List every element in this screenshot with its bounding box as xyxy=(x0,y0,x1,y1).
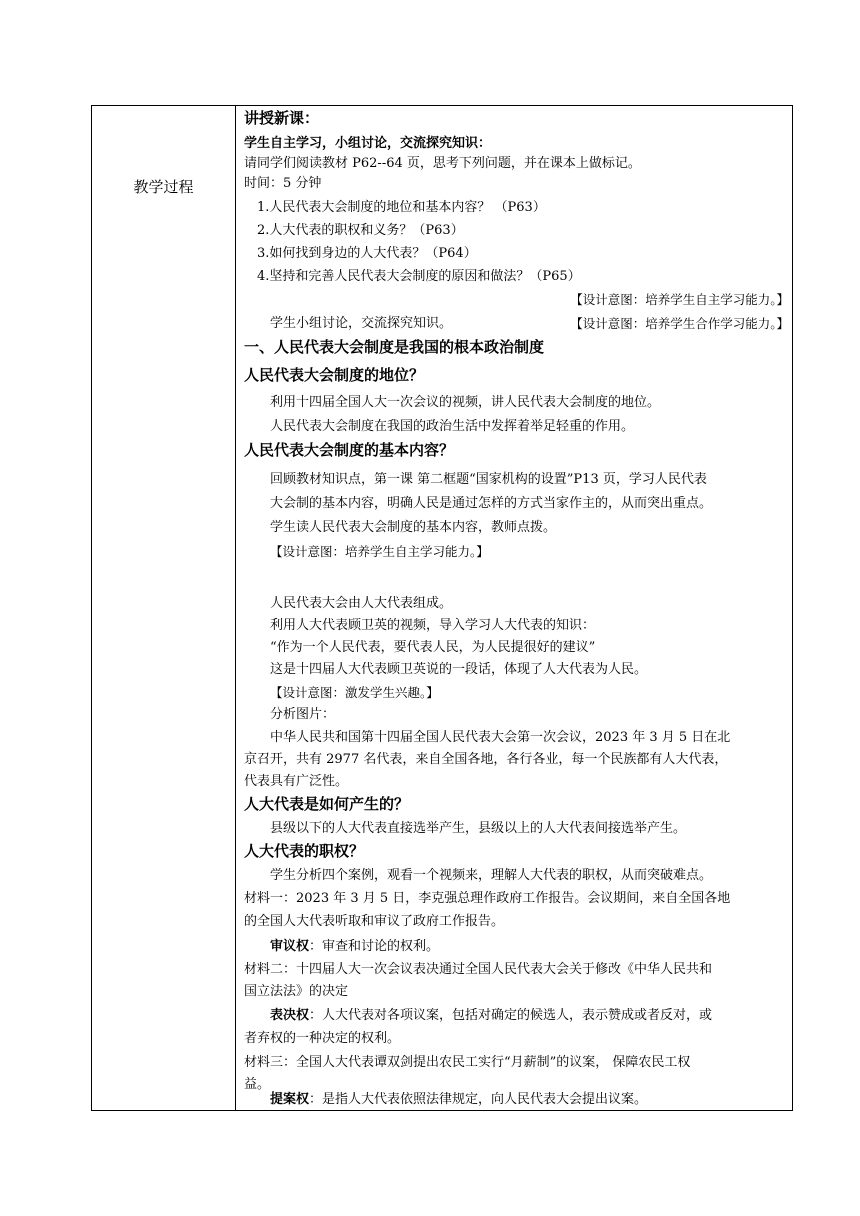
time-text: 时间：5 分钟 xyxy=(244,176,322,191)
paragraph-line: 中华人民共和国第十四届全国人民代表大会第一次会议，2023 年 3 月 5 日在北 xyxy=(270,730,731,745)
subsection-heading: 人民代表大会制度的基本内容？ xyxy=(244,441,455,459)
design-intent-note: 【设计意图：培养学生自主学习能力。】 xyxy=(270,544,489,559)
paragraph-line: 材料一：2023 年 3 月 5 日，李克强总理作政府工作报告。会议期间，来自全国各地 xyxy=(244,891,731,906)
paragraph-line xyxy=(270,937,439,957)
term-definition: ：是指人大代表依照法律规定，向人民代表大会提出议案。 xyxy=(309,1092,648,1107)
paragraph-line: 这是十四届人大代表顾卫英说的一段话，体现了人大代表为人民。 xyxy=(270,662,648,677)
paragraph-line: 代表具有广泛性。 xyxy=(244,774,349,789)
paragraph-line: 大会制的基本内容，明确人民是通过怎样的方式当家作主的，从而突出重点。 xyxy=(270,496,713,511)
paragraph-line: 材料三：全国人大代表谭双剑提出农民工实行“月薪制”的议案， 保障农民工权 xyxy=(244,1055,691,1070)
paragraph-line: 学生分析四个案例，观看一个视频来，理解人大代表的职权，从而突破难点。 xyxy=(270,868,713,883)
section-label: 教学过程 xyxy=(133,178,194,196)
paragraph-line: 人民代表大会制度在我国的政治生活中发挥着举足轻重的作用。 xyxy=(270,419,635,434)
instruction-text: 请同学们阅读教材 P62--64 页，思考下列问题，并在课本上做标记。 xyxy=(244,156,641,171)
paragraph-line: 利用十四届全国人大一次会议的视频，讲人民代表大会制度的地位。 xyxy=(270,395,661,410)
subsection-heading: 人大代表的职权？ xyxy=(244,842,365,860)
lesson-table xyxy=(91,105,793,1111)
subsection-heading: 人大代表是如何产生的？ xyxy=(244,795,410,813)
quote-line: “作为一个人民代表，要代表人民，为人民提很好的建议” xyxy=(270,640,596,655)
term-label: 审议权 xyxy=(270,939,310,954)
paragraph-line xyxy=(270,1006,712,1026)
term-label: 表决权 xyxy=(270,1008,310,1023)
paragraph-line: 人民代表大会由人大代表组成。 xyxy=(270,596,453,611)
term-definition: ：人大代表对各项议案，包括对确定的候选人，表示赞成或者反对，或 xyxy=(309,1008,713,1023)
question-item: 4.坚持和完善人民代表大会制度的原因和做法？（P65） xyxy=(257,269,581,284)
paragraph-line: 国立法法》的决定 xyxy=(244,984,349,999)
paragraph-line: 分析图片： xyxy=(270,707,336,722)
paragraph-line: 的全国人大代表听取和审议了政府工作报告。 xyxy=(244,914,505,929)
paragraph-line: 县级以下的人大代表直接选举产生，县级以上的人大代表间接选举产生。 xyxy=(270,821,687,836)
study-mode-heading: 学生自主学习，小组讨论，交流探究知识： xyxy=(244,136,492,151)
paragraph-line xyxy=(270,1090,647,1110)
section-label-cell xyxy=(92,106,235,1110)
paragraph-line: 回顾教材知识点，第一课 第二框题“国家机构的设置”P13 页，学习人民代表 xyxy=(270,472,707,487)
question-item: 3.如何找到身边的人大代表？（P64） xyxy=(257,246,477,261)
paragraph-line: 学生读人民代表大会制度的基本内容，教师点拨。 xyxy=(270,520,557,535)
paragraph-line: 利用人大代表顾卫英的视频，导入学习人大代表的知识： xyxy=(270,618,596,633)
term-definition: ：审查和讨论的权利。 xyxy=(309,939,440,954)
subsection-heading: 人民代表大会制度的地位？ xyxy=(244,366,425,384)
group-discussion-text: 学生小组讨论，交流探究知识。 xyxy=(270,316,453,331)
design-intent-note: 【设计意图：培养学生自主学习能力。】 xyxy=(570,292,789,307)
question-item: 2.人大代表的职权和义务？（P63） xyxy=(257,223,464,238)
column-divider xyxy=(235,106,236,1110)
paragraph-line: 者弃权的一种决定的权利。 xyxy=(244,1031,401,1046)
design-intent-note: 【设计意图：激发学生兴趣。】 xyxy=(270,685,439,700)
paragraph-line: 益。 xyxy=(244,1077,271,1092)
section-heading: 一、人民代表大会制度是我国的根本政治制度 xyxy=(244,338,545,356)
design-intent-note: 【设计意图：培养学生合作学习能力。】 xyxy=(570,316,789,331)
paragraph-line: 京召开，共有 2977 名代表，来自全国各地，各行各业，每一个民族都有人大代表， xyxy=(244,752,728,767)
new-lesson-heading: 讲授新课： xyxy=(244,109,320,127)
question-item: 1.人民代表大会制度的地位和基本内容？ （P63） xyxy=(257,200,546,215)
term-label: 提案权 xyxy=(270,1092,310,1107)
paragraph-line: 材料二：十四届人大一次会议表决通过全国人民代表大会关于修改《中华人民共和 xyxy=(244,962,713,977)
